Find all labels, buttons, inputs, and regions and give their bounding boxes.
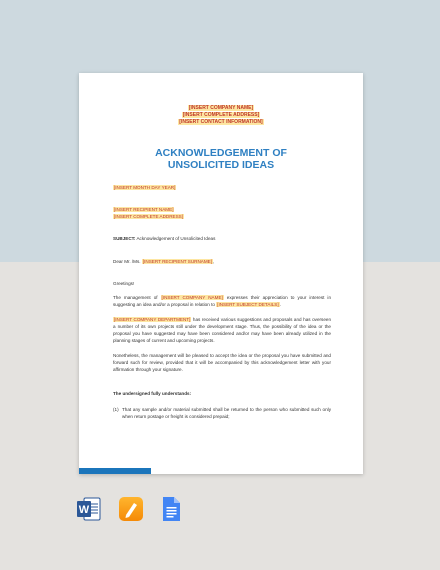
greeting: Greetings! bbox=[113, 281, 135, 286]
date-placeholder: [INSERT MONTH DAY YEAR] bbox=[114, 185, 176, 190]
title-line-1: ACKNOWLEDGEMENT OF bbox=[155, 147, 287, 159]
department-text: has received various suggestions and proposals and has overseen a number of its own projects still under the development stage. Thus, the possibility of the idea or the proposal you have suggested may have been considered and/or may have been already utilized in the planning stages of current and upcoming projects. bbox=[113, 317, 332, 343]
document-page bbox=[79, 73, 363, 474]
intro-paragraph bbox=[113, 294, 331, 308]
intro-text-1: The management of bbox=[113, 295, 161, 300]
intro-text-2: expresses their appreciation to your interest in suggesting an idea and/or a proposal in relation to bbox=[113, 295, 331, 307]
list-item bbox=[113, 406, 331, 420]
recipient-surname-placeholder: [INSERT RECIPIENT SURNAME] bbox=[142, 259, 213, 264]
intro-company-placeholder: [INSERT COMPANY NAME] bbox=[161, 295, 223, 300]
department-paragraph bbox=[113, 316, 331, 344]
recipient-name-placeholder: [INSERT RECIPIENT NAME] bbox=[114, 207, 174, 212]
company-name-placeholder: [INSERT COMPANY NAME] bbox=[188, 105, 254, 111]
understands-heading: The undersigned fully understands: bbox=[113, 391, 192, 396]
salutation bbox=[113, 258, 331, 265]
footer-accent-bar bbox=[79, 468, 151, 474]
word-icon[interactable] bbox=[76, 496, 102, 522]
date-line bbox=[113, 184, 331, 191]
list-item-text: That any sample and/or material submitted shall be returned to the person who submitted such only when return postage or freight is considered prepaid; bbox=[122, 407, 331, 419]
salutation-suffix: , bbox=[213, 259, 215, 264]
subject-text: Acknowledgement of Unsolicited Ideas bbox=[135, 236, 216, 241]
google-docs-icon[interactable] bbox=[158, 496, 184, 522]
title-line-2: UNSOLICITED IDEAS bbox=[167, 159, 275, 171]
svg-text:W: W bbox=[78, 504, 90, 516]
salutation-prefix: Dear Mr. /Ms. bbox=[113, 259, 142, 264]
intro-text-3: . bbox=[279, 302, 281, 307]
subject-line bbox=[113, 235, 331, 242]
recipient-address-placeholder: [INSERT COMPLETE ADDRESS] bbox=[114, 214, 184, 219]
department-placeholder: [INSERT COMPANY DEPARTMENT] bbox=[114, 317, 191, 322]
recipient-block bbox=[113, 206, 331, 220]
management-paragraph: Nonetheless, the management will be pleased to accept the idea or the proposal you have submitted and forward such for review, provided that it will be accompanied by this acknowledgement letter with your affirmation through your signature. bbox=[113, 353, 331, 372]
company-address-placeholder: [INSERT COMPLETE ADDRESS] bbox=[182, 112, 260, 118]
subject-label: SUBJECT: bbox=[113, 236, 136, 241]
letterhead bbox=[79, 105, 363, 126]
pages-icon[interactable] bbox=[118, 496, 144, 522]
document-title bbox=[79, 147, 363, 171]
contact-info-placeholder: [INSERT CONTACT INFORMATION] bbox=[179, 119, 263, 125]
list-item-number: (1) bbox=[113, 407, 119, 412]
subject-details-placeholder: [INSERT SUBJECT DETAILS] bbox=[217, 302, 279, 307]
